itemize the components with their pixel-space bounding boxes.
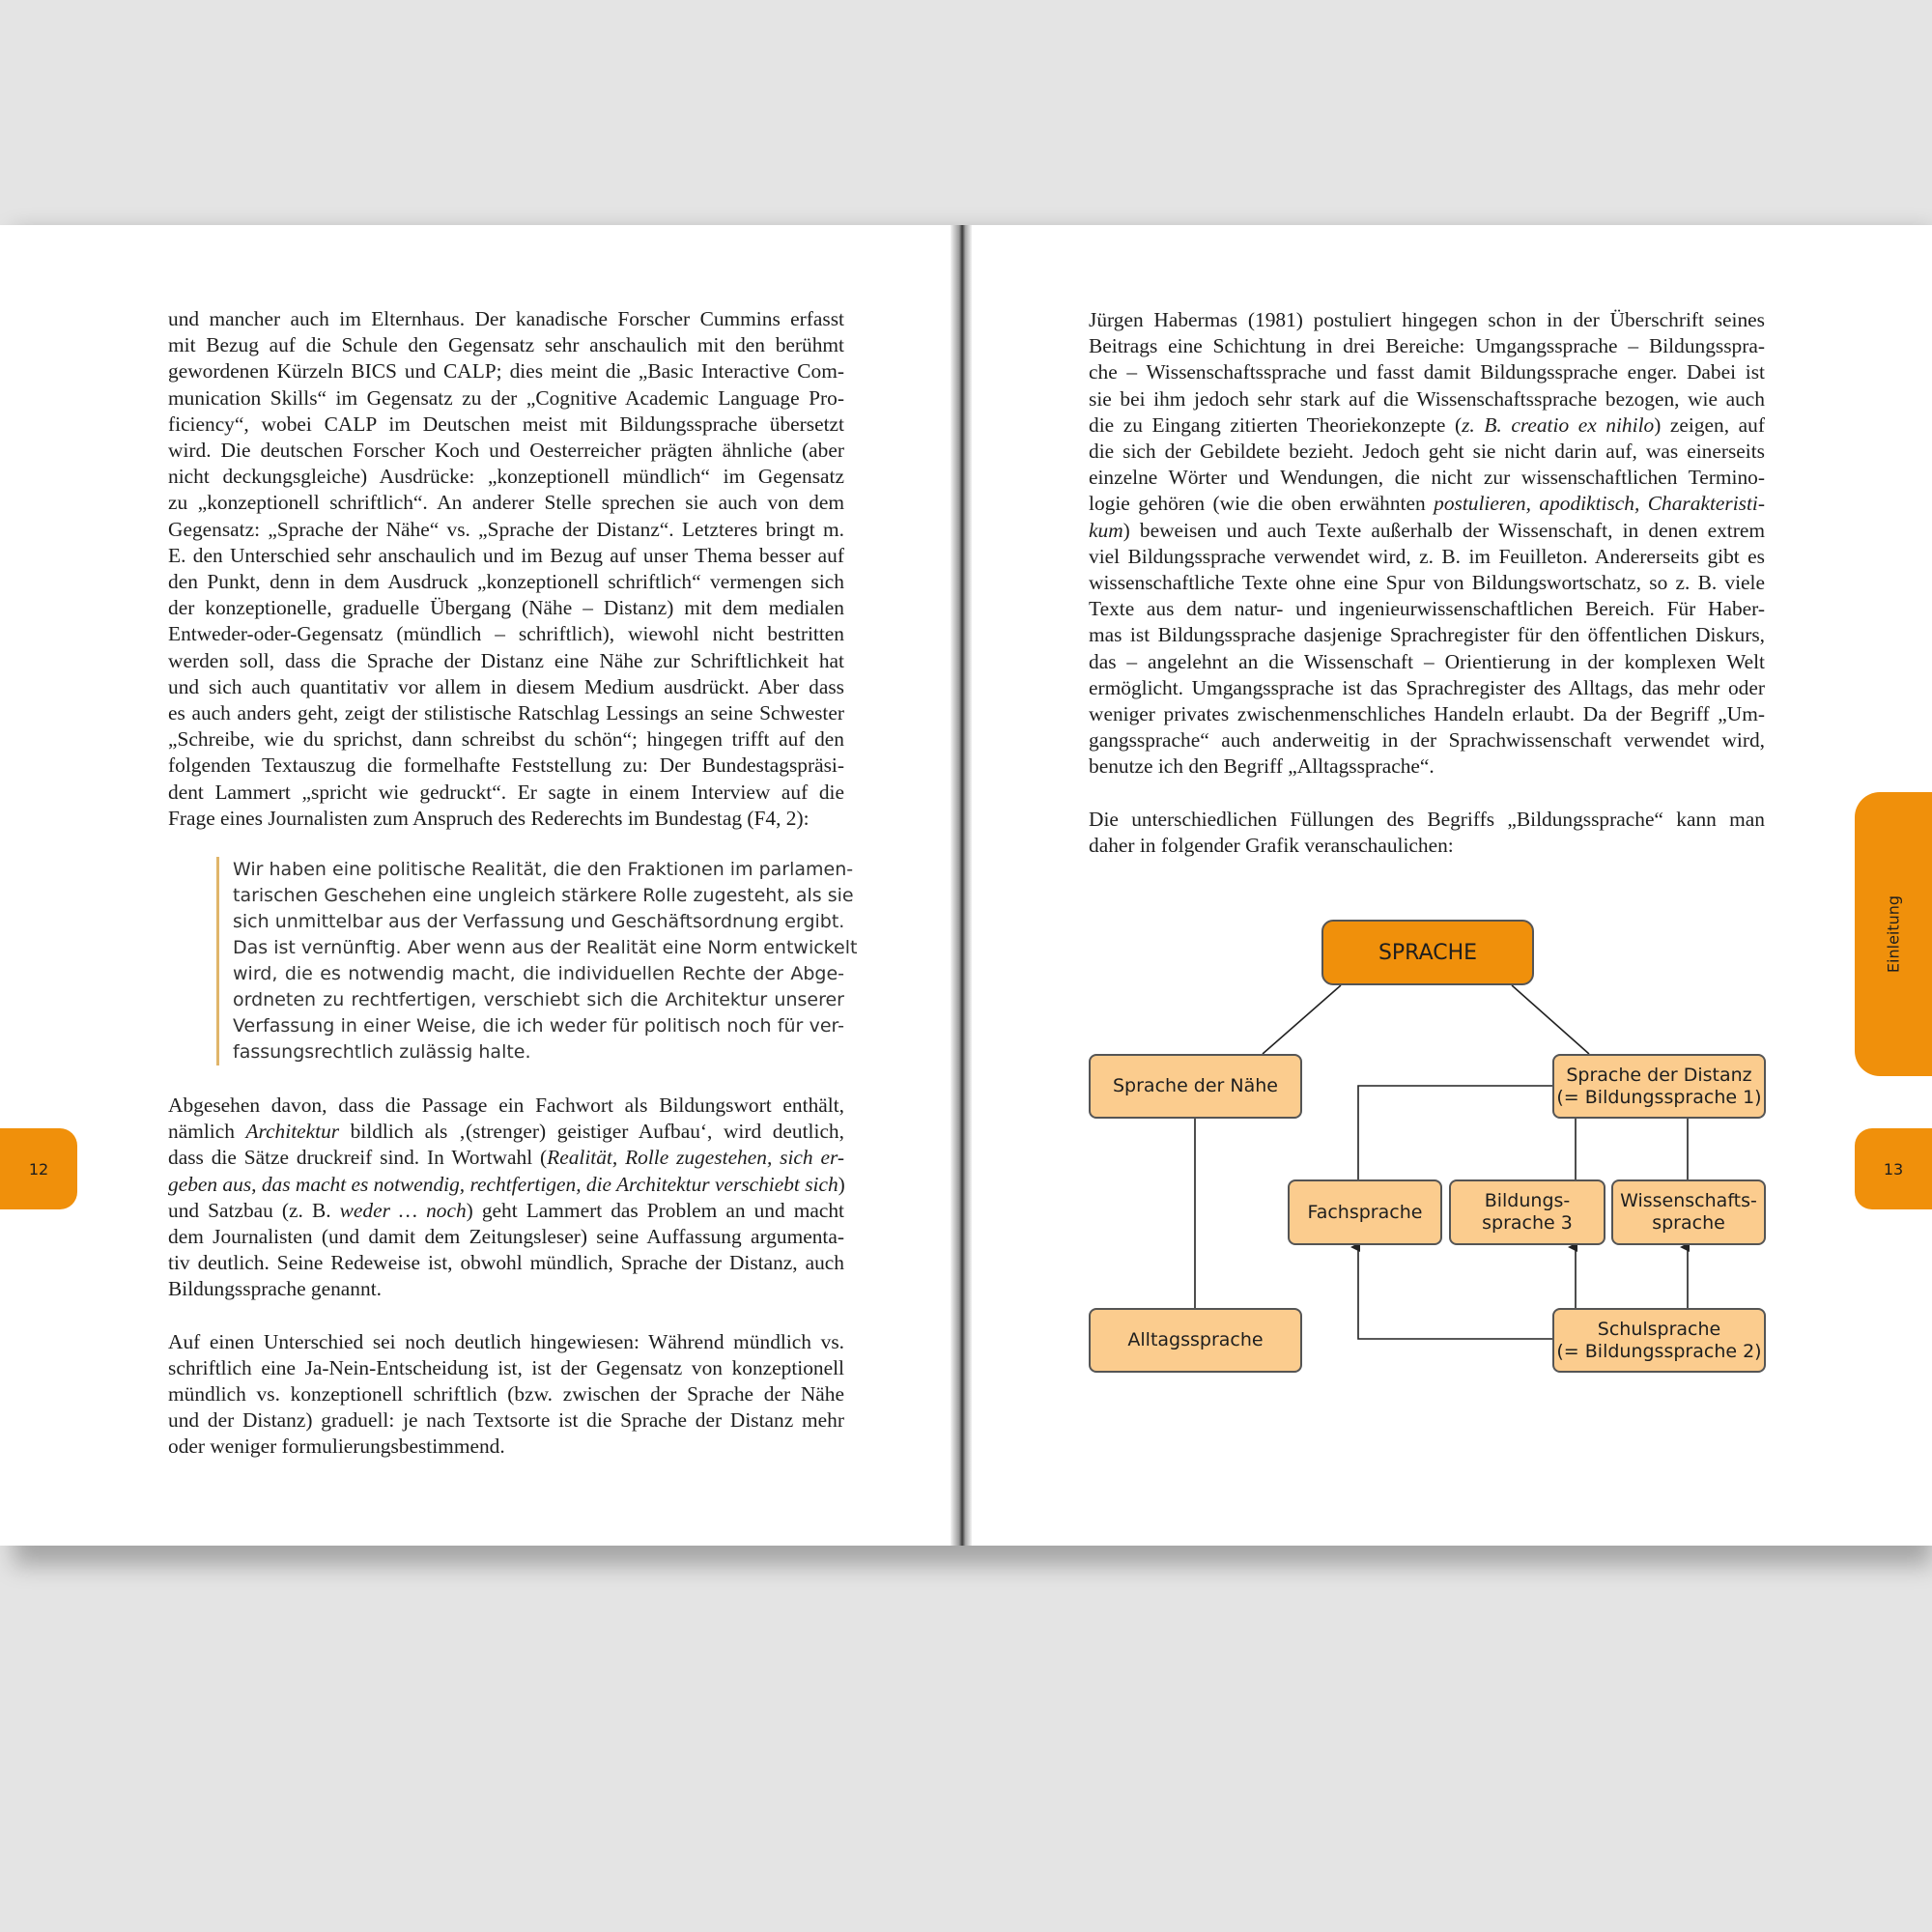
text-line: und sich auch quantitativ vor allem in diesem Medium ausdrückt. Aber dass — [168, 674, 844, 698]
text-line: wissenschaftliche Texte ohne eine Spur von Bildungswortschatz, so z. B. viele — [1089, 571, 1765, 595]
right-paragraph-1 — [1089, 307, 1765, 781]
text-line: Jürgen Habermas (1981) postuliert hingegen schon in der Überschrift seines — [1089, 308, 1765, 331]
text-line: Gegensatz: „Sprache der Nähe“ vs. „Sprache der Distanz“. Letzteres bringt m. — [168, 517, 844, 541]
text-line: und mancher auch im Elternhaus. Der kanadische Forscher Cummins erfasst — [168, 307, 844, 330]
text-line: wird. Die deutschen Forscher Koch und Oesterreicher prägten ähnliche (aber — [168, 439, 844, 463]
right-text — [1089, 307, 1765, 859]
bildungssprache-diagram — [1082, 908, 1777, 1381]
text-line: einzelne Wörter und Wendungen, die nicht zur wissenschaftlichen Termino- — [1089, 466, 1765, 490]
text-line: viel Bildungssprache verwendet wird, z. B. im Feuilleton. Andererseits gibt es — [1089, 544, 1765, 568]
section-tab-label: Einleitung — [1884, 895, 1903, 974]
text-line: schriftlich eine Ja-Nein-Entscheidung ist, ist der Gegensatz von konzeptionell — [168, 1355, 844, 1379]
text-line: Beitrags eine Schichtung in drei Bereiche: Umgangssprache – Bildungsspra- — [1089, 334, 1765, 358]
text-line: fassungsrechtlich zulässig halte. — [233, 1041, 531, 1063]
text-line: ficiency“, wobei CALP im Deutschen meist mit Bildungssprache übersetzt — [168, 412, 844, 436]
text-line: Auf einen Unterschied sei noch deutlich hingewiesen: Während mündlich vs. — [168, 1329, 844, 1353]
text-line: dass die Sätze druckreif sind. In Wortwahl (Realität, Rolle zugestehen, sich er- — [168, 1146, 844, 1170]
text-line: benutze ich den Begriff „Alltagssprache“. — [1089, 754, 1435, 779]
book-gutter — [951, 225, 972, 1546]
text-line: Wir haben eine politische Realität, die den Fraktionen im parlamen- — [233, 859, 854, 880]
text-line: Abgesehen davon, dass die Passage ein Fachwort als Bildungswort enthält, — [168, 1094, 844, 1117]
text-line: mit Bezug auf die Schule den Gegensatz sehr anschaulich mit den berühmt — [168, 333, 844, 357]
connector-line — [1358, 1086, 1552, 1179]
node-sprache-der-naehe: Sprache der Nähe — [1089, 1054, 1302, 1119]
text-line: „Schreibe, wie du sprichst, dann schreibst du schön“; hingegen trifft auf den — [168, 727, 844, 752]
text-line: dent Lammert „spricht wie gedruckt“. Er sagte in einem Interview auf die — [168, 780, 844, 804]
text-line: kum) beweisen und auch Texte außerhalb der Wissenschaft, in denen extrem — [1089, 518, 1765, 542]
text-line: munication Skills“ im Gegensatz zu der „Cognitive Academic Language Pro- — [168, 385, 844, 410]
page-number-tab-right — [1855, 1128, 1932, 1209]
text-line: mas ist Bildungssprache dasjenige Sprachregister für den öffentlichen Diskurs, — [1089, 623, 1765, 647]
text-line: Die unterschiedlichen Füllungen des Begriffs „Bildungssprache“ kann man — [1089, 807, 1765, 831]
text-line: daher in folgender Grafik veranschaulichen: — [1089, 833, 1454, 857]
arrow-line — [1358, 1247, 1552, 1339]
text-line: ordneten zu rechtfertigen, verschiebt sich die Architektur unserer — [233, 989, 844, 1010]
text-line: geben aus, das macht es notwendig, rechtfertigen, die Architektur verschiebt sich) — [168, 1172, 845, 1196]
text-line: und der Distanz) graduell: je nach Textsorte ist die Sprache der Distanz mehr — [168, 1408, 844, 1433]
node-sprache-der-distanz: Sprache der Distanz (= Bildungssprache 1) — [1552, 1054, 1766, 1119]
text-line: die sich der Gebildete bezieht. Jedoch geht sie nicht darin auf, was einerseits — [1089, 440, 1765, 464]
text-line: Entweder-oder-Gegensatz (mündlich – schriftlich), wiewohl nicht bestritten — [168, 622, 844, 646]
text-line: Verfassung in einer Weise, die ich weder für politisch noch für ver- — [233, 1015, 844, 1037]
text-line: mündlich vs. konzeptionell schriftlich (bzw. zwischen der Sprache der Nähe — [168, 1382, 844, 1406]
text-line: es auch anders geht, zeigt der stilistische Ratschlag Lessings an seine Schwester — [168, 701, 844, 725]
text-line: nämlich Architektur bildlich als ‚(strenger) geistiger Aufbau‘, wird deutlich, — [168, 1120, 844, 1144]
left-paragraph-2 — [168, 1093, 844, 1303]
text-line: che – Wissenschaftssprache und fasst damit Bildungssprache enger. Dabei ist — [1089, 360, 1765, 384]
text-line: ermöglicht. Umgangssprache ist das Sprachregister des Alltags, das mehr oder — [1089, 675, 1765, 699]
node-alltagssprache: Alltagssprache — [1089, 1308, 1302, 1373]
text-line: oder weniger formulierungsbestimmend. — [168, 1435, 505, 1459]
text-line: weniger privates zwischenmenschliches Handeln erlaubt. Da der Begriff „Um- — [1089, 702, 1765, 726]
text-line: tarischen Geschehen eine ungleich stärkere Rolle zugesteht, als sie — [233, 885, 854, 906]
text-line: Das ist vernünftig. Aber wenn aus der Realität eine Norm entwickelt — [233, 937, 858, 958]
text-line: sich unmittelbar aus der Verfassung und Geschäftsordnung ergibt. — [233, 911, 845, 932]
text-line: dem Journalisten (und damit dem Zeitungsleser) seine Auffassung argumenta- — [168, 1225, 844, 1249]
node-bildungssprache-3: Bildungs- sprache 3 — [1449, 1179, 1605, 1245]
node-schulsprache: Schulsprache (= Bildungssprache 2) — [1552, 1308, 1766, 1373]
block-quote — [216, 857, 858, 1065]
text-line: wird, die es notwendig macht, die individuellen Rechte der Abge- — [233, 963, 844, 984]
text-line: sie bei ihm jedoch sehr stark auf die Wissenschaftssprache bezogen, wie auch — [1089, 386, 1765, 411]
node-fachsprache: Fachsprache — [1288, 1179, 1442, 1245]
text-line: tiv deutlich. Seine Redeweise ist, obwohl mündlich, Sprache der Distanz, auch — [168, 1251, 844, 1275]
text-line: und Satzbau (z. B. weder … noch) geht Lammert das Problem an und macht — [168, 1198, 844, 1222]
text-line: die zu Eingang zitierten Theoriekonzepte (z. B. creatio ex nihilo) zeigen, auf — [1089, 412, 1765, 437]
text-line: zu „konzeptionell schriftlich“. An anderer Stelle sprechen sie auch von dem — [168, 491, 844, 515]
page-number: 13 — [1883, 1159, 1904, 1179]
right-paragraph-2 — [1089, 807, 1765, 859]
text-line: werden soll, dass die Sprache der Distanz eine Nähe zur Schriftlichkeit hat — [168, 648, 844, 672]
text-line: Frage eines Journalisten zum Anspruch des Rederechts im Bundestag (F4, 2): — [168, 806, 810, 830]
left-paragraph-1 — [168, 306, 844, 832]
text-line: Texte aus dem natur- und ingenieurwissenschaftlichen Bereich. Für Haber- — [1089, 597, 1765, 621]
node-wissenschaftssprache: Wissenschafts- sprache — [1611, 1179, 1766, 1245]
text-line: E. den Unterschied sehr anschaulich und im Bezug auf unser Thema besser auf — [168, 543, 844, 567]
text-line: logie gehören (wie die oben erwähnten postulieren, apodiktisch, Charakteristi- — [1089, 492, 1765, 516]
text-line: gewordenen Kürzeln BICS und CALP; dies meint die „Basic Interactive Com- — [168, 359, 844, 384]
text-line: folgenden Textauszug die formelhafte Feststellung zu: Der Bundestagspräsi- — [168, 753, 844, 778]
left-paragraph-3 — [168, 1329, 844, 1461]
node-sprache: SPRACHE — [1321, 920, 1534, 985]
text-line: Bildungssprache genannt. — [168, 1277, 382, 1301]
text-line: den Punkt, denn in dem Ausdruck „konzeptionell schriftlich“ vermengen sich — [168, 570, 844, 594]
text-line: der konzeptionelle, graduelle Übergang (Nähe – Distanz) mit dem medialen — [168, 596, 844, 620]
section-tab — [1855, 792, 1932, 1076]
text-line: das – angelehnt an die Wissenschaft – Orientierung in der komplexen Welt — [1089, 649, 1765, 673]
left-lower-text — [168, 1093, 844, 1461]
text-line: gangssprache“ auch anderweitig in der Sprachwissenschaft verwendet wird, — [1089, 728, 1765, 753]
page-number-tab-left — [0, 1128, 77, 1209]
connector-line — [1512, 985, 1589, 1054]
text-line: nicht deckungsgleiche) Ausdrücke: „konzeptionell mündlich“ im Gegensatz — [168, 465, 844, 489]
connector-line — [1263, 985, 1341, 1054]
page-number: 12 — [28, 1159, 49, 1179]
